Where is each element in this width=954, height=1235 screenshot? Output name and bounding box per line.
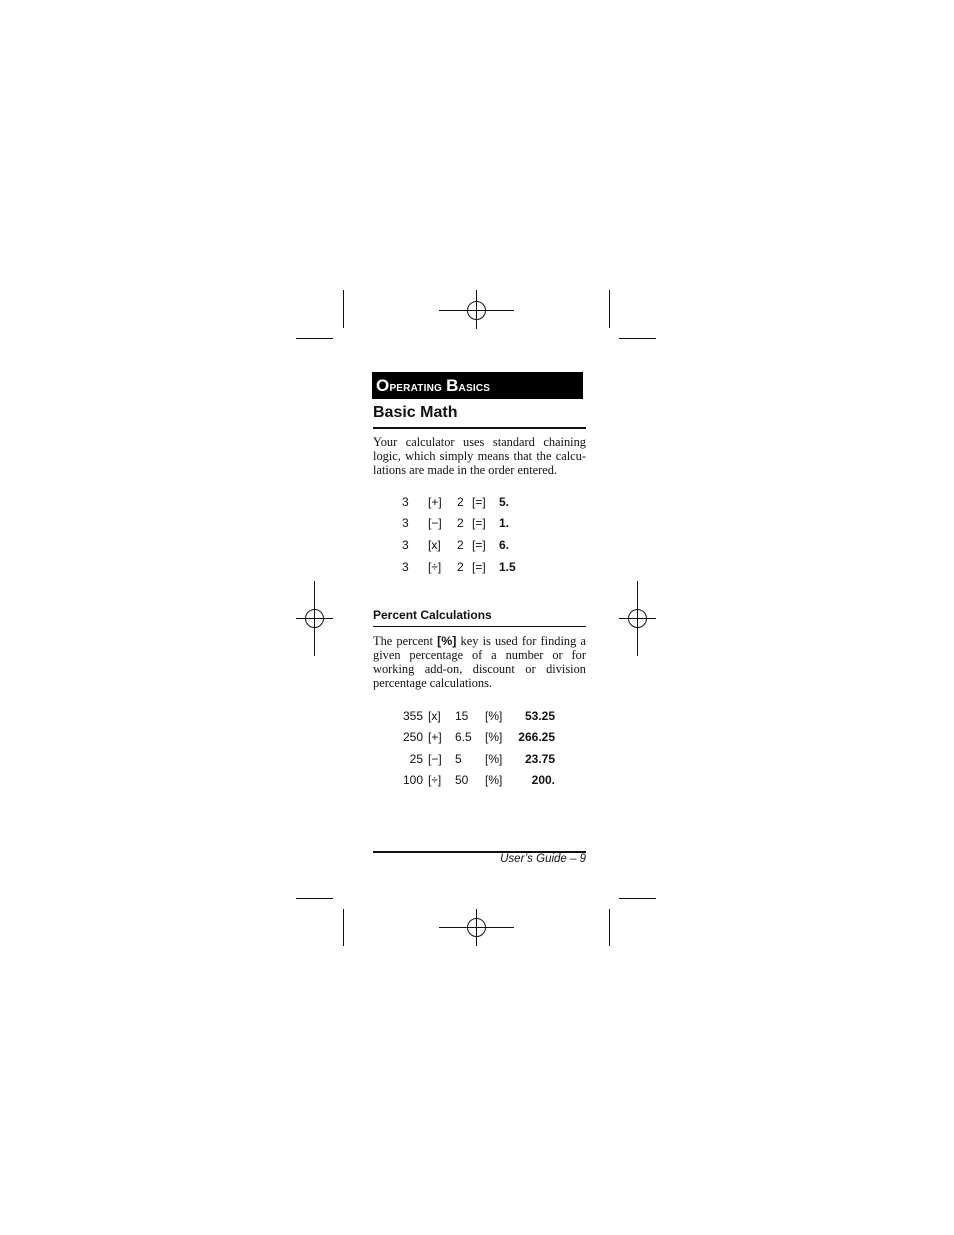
example-eq: [=] — [472, 495, 486, 509]
page-heading: Basic Math — [373, 404, 458, 421]
example-pct: [%] — [485, 752, 503, 766]
basic-example-row — [0, 516, 954, 530]
example-a: 3 — [402, 560, 409, 574]
example-op: [x] — [428, 709, 441, 723]
example-pct: [%] — [485, 709, 503, 723]
example-result: 6. — [499, 538, 510, 552]
section-title-bar — [372, 372, 583, 399]
example-result: 23.75 — [524, 752, 555, 766]
percent-heading-rule — [373, 626, 586, 627]
basic-example-row — [0, 560, 954, 574]
percent-text-before: The percent — [373, 634, 438, 648]
example-eq: [=] — [472, 560, 486, 574]
percent-key: [%] — [437, 634, 457, 648]
example-result: 1.5 — [499, 560, 516, 574]
example-a: 3 — [402, 538, 409, 552]
section-title-initial: O — [376, 376, 390, 395]
example-b: 15 — [455, 709, 469, 723]
percent-example-row — [0, 773, 954, 787]
example-a: 3 — [402, 516, 409, 530]
example-pct: [%] — [485, 773, 503, 787]
example-b: 50 — [455, 773, 469, 787]
example-op: [÷] — [428, 560, 442, 574]
example-b: 2 — [457, 560, 464, 574]
percent-example-row — [0, 752, 954, 766]
percent-text-after: key is used for finding a given percentage of a number or for working add-on, discount or division percentage calculations. — [373, 634, 586, 690]
section-title-rest-2: asics — [458, 378, 491, 394]
percent-example-row — [0, 730, 954, 744]
example-b: 5 — [455, 752, 462, 766]
example-op: [+] — [428, 495, 442, 509]
example-result: 5. — [499, 495, 510, 509]
example-b: 2 — [457, 495, 464, 509]
intro-paragraph: Your calculator uses standard chaining logic, which simply means that the calcu-lations are made in the order entered. — [373, 435, 586, 477]
example-op: [x] — [428, 538, 441, 552]
percent-example-row — [0, 709, 954, 723]
example-op: [−] — [428, 752, 442, 766]
percent-paragraph — [373, 634, 586, 690]
basic-example-row — [0, 495, 954, 509]
example-a: 355 — [402, 709, 423, 723]
example-b: 2 — [457, 538, 464, 552]
example-result: 266.25 — [518, 730, 555, 744]
example-result: 1. — [499, 516, 510, 530]
example-eq: [=] — [472, 538, 486, 552]
example-b: 6.5 — [455, 730, 472, 744]
example-op: [−] — [428, 516, 442, 530]
example-op: [÷] — [428, 773, 442, 787]
example-a: 100 — [402, 773, 423, 787]
example-result: 53.25 — [524, 709, 555, 723]
section-title-initial-2: B — [446, 376, 459, 395]
basic-example-row — [0, 538, 954, 552]
example-result: 200. — [531, 773, 555, 787]
section-title-rest: perating — [389, 378, 447, 394]
percent-heading: Percent Calculations — [373, 608, 492, 622]
example-b: 2 — [457, 516, 464, 530]
heading-rule — [373, 427, 586, 429]
example-a: 25 — [409, 752, 423, 766]
example-a: 3 — [402, 495, 409, 509]
example-a: 250 — [402, 730, 423, 744]
example-pct: [%] — [485, 730, 503, 744]
example-eq: [=] — [472, 516, 486, 530]
footer-text: User’s Guide – 9 — [500, 853, 586, 865]
example-op: [+] — [428, 730, 442, 744]
